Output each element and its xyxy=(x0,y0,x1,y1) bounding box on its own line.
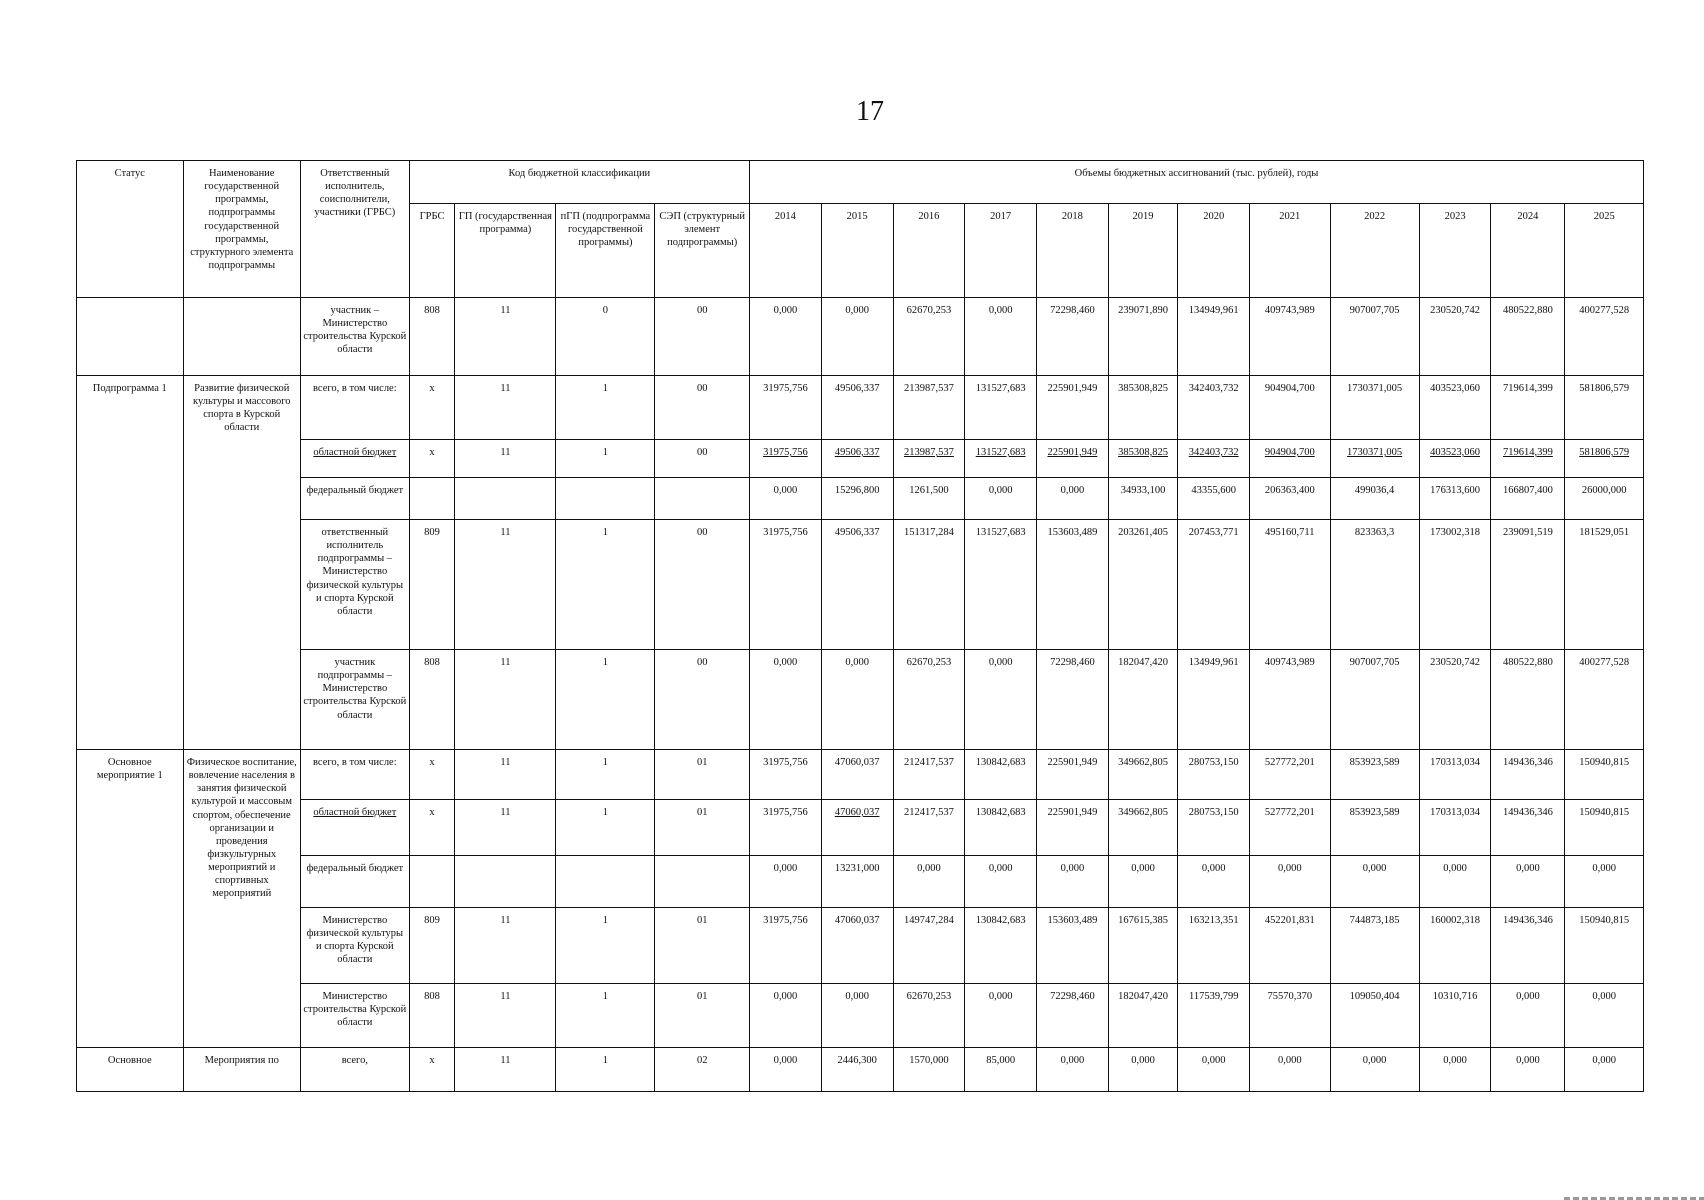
value-cell: 1730371,005 xyxy=(1330,440,1419,478)
sep-cell xyxy=(655,478,750,520)
value-cell: 176313,600 xyxy=(1419,478,1491,520)
value-cell: 49506,337 xyxy=(821,520,893,650)
value-cell: 150940,815 xyxy=(1565,908,1644,984)
value-cell: 160002,318 xyxy=(1419,908,1491,984)
grbs-cell: х xyxy=(409,1048,455,1092)
executor-label: всего, xyxy=(341,1055,368,1066)
value-cell: 744873,185 xyxy=(1330,908,1419,984)
value-cell: 0,000 xyxy=(1037,478,1109,520)
page-number: 17 xyxy=(856,96,884,127)
value-cell: 134949,961 xyxy=(1178,298,1250,376)
value-cell: 239071,890 xyxy=(1108,298,1178,376)
gp-cell: 11 xyxy=(455,520,556,650)
value-cell: 149436,346 xyxy=(1491,750,1565,800)
header-pgp: пГП (подпрограмма государственной программы) xyxy=(556,204,655,298)
table-row xyxy=(77,478,1644,520)
pgp-cell: 1 xyxy=(556,440,655,478)
value-cell: 131527,683 xyxy=(965,520,1037,650)
value-cell: 0,000 xyxy=(893,856,965,908)
value-cell: 0,000 xyxy=(1178,1048,1250,1092)
name-cell xyxy=(183,298,300,376)
value-cell: 0,000 xyxy=(750,650,822,750)
value-cell: 206363,400 xyxy=(1250,478,1330,520)
executor-label: областной бюджет xyxy=(313,807,397,818)
value-cell: 581806,579 xyxy=(1565,376,1644,440)
executor-cell xyxy=(300,908,409,984)
value-cell: 853923,589 xyxy=(1330,750,1419,800)
value-cell: 904904,700 xyxy=(1250,376,1330,440)
executor-cell xyxy=(300,650,409,750)
table-row xyxy=(77,800,1644,856)
header-year: 2015 xyxy=(821,204,893,298)
name-cell: Развитие физической культуры и массового спорта в Курской области xyxy=(183,376,300,750)
value-cell: 0,000 xyxy=(1419,856,1491,908)
value-cell: 2446,300 xyxy=(821,1048,893,1092)
header-year: 2024 xyxy=(1491,204,1565,298)
grbs-cell: 809 xyxy=(409,520,455,650)
executor-label: ответственный исполнитель подпрограммы – Министерство физической культуры и спорта Курской области xyxy=(306,527,404,617)
pgp-cell: 1 xyxy=(556,376,655,440)
executor-label: федеральный бюджет xyxy=(306,485,404,496)
sep-cell: 02 xyxy=(655,1048,750,1092)
value-cell: 280753,150 xyxy=(1178,750,1250,800)
value-cell: 13231,000 xyxy=(821,856,893,908)
value-cell: 31975,756 xyxy=(750,750,822,800)
value-cell: 527772,201 xyxy=(1250,750,1330,800)
value-cell: 225901,949 xyxy=(1037,376,1109,440)
header-year: 2022 xyxy=(1330,204,1419,298)
status-cell: Основное xyxy=(77,1048,184,1092)
value-cell: 153603,489 xyxy=(1037,908,1109,984)
value-cell: 0,000 xyxy=(1037,1048,1109,1092)
value-cell: 403523,060 xyxy=(1419,376,1491,440)
header-sep: СЭП (структурный элемент подпрограммы) xyxy=(655,204,750,298)
header-year: 2016 xyxy=(893,204,965,298)
value-cell: 134949,961 xyxy=(1178,650,1250,750)
header-gp: ГП (государственная программа) xyxy=(455,204,556,298)
value-cell: 130842,683 xyxy=(965,908,1037,984)
value-cell: 280753,150 xyxy=(1178,800,1250,856)
grbs-cell: х xyxy=(409,376,455,440)
value-cell: 109050,404 xyxy=(1330,984,1419,1048)
value-cell: 151317,284 xyxy=(893,520,965,650)
value-cell: 170313,034 xyxy=(1419,800,1491,856)
header-year: 2014 xyxy=(750,204,822,298)
executor-cell xyxy=(300,856,409,908)
header-year: 2021 xyxy=(1250,204,1330,298)
value-cell: 47060,037 xyxy=(821,750,893,800)
header-volumes-group: Объемы бюджетных ассигнований (тыс. рублей), годы xyxy=(750,161,1644,204)
value-cell: 0,000 xyxy=(1250,856,1330,908)
value-cell: 0,000 xyxy=(1330,856,1419,908)
value-cell: 480522,880 xyxy=(1491,650,1565,750)
value-cell: 130842,683 xyxy=(965,800,1037,856)
value-cell: 149747,284 xyxy=(893,908,965,984)
header-year: 2020 xyxy=(1178,204,1250,298)
value-cell: 153603,489 xyxy=(1037,520,1109,650)
value-cell: 853923,589 xyxy=(1330,800,1419,856)
value-cell: 0,000 xyxy=(750,984,822,1048)
value-cell: 0,000 xyxy=(965,984,1037,1048)
gp-cell: 11 xyxy=(455,298,556,376)
value-cell: 1730371,005 xyxy=(1330,376,1419,440)
value-cell: 0,000 xyxy=(1250,1048,1330,1092)
value-cell: 452201,831 xyxy=(1250,908,1330,984)
grbs-cell xyxy=(409,856,455,908)
value-cell: 170313,034 xyxy=(1419,750,1491,800)
sep-cell: 01 xyxy=(655,800,750,856)
executor-cell xyxy=(300,800,409,856)
value-cell: 495160,711 xyxy=(1250,520,1330,650)
value-cell: 0,000 xyxy=(750,1048,822,1092)
value-cell: 0,000 xyxy=(1565,856,1644,908)
value-cell: 182047,420 xyxy=(1108,650,1178,750)
pgp-cell: 1 xyxy=(556,750,655,800)
value-cell: 173002,318 xyxy=(1419,520,1491,650)
value-cell: 150940,815 xyxy=(1565,800,1644,856)
value-cell: 47060,037 xyxy=(821,800,893,856)
value-cell: 31975,756 xyxy=(750,800,822,856)
value-cell: 131527,683 xyxy=(965,376,1037,440)
gp-cell: 11 xyxy=(455,376,556,440)
table-row xyxy=(77,856,1644,908)
sep-cell: 00 xyxy=(655,376,750,440)
sep-cell: 00 xyxy=(655,520,750,650)
table-row xyxy=(77,298,1644,376)
value-cell: 349662,805 xyxy=(1108,800,1178,856)
value-cell: 181529,051 xyxy=(1565,520,1644,650)
value-cell: 149436,346 xyxy=(1491,908,1565,984)
header-year: 2025 xyxy=(1565,204,1644,298)
value-cell: 349662,805 xyxy=(1108,750,1178,800)
executor-label: Министерство физической культуры и спорта Курской области xyxy=(306,915,404,966)
executor-cell xyxy=(300,440,409,478)
value-cell: 31975,756 xyxy=(750,908,822,984)
sep-cell: 01 xyxy=(655,984,750,1048)
executor-cell xyxy=(300,376,409,440)
header-year: 2017 xyxy=(965,204,1037,298)
header-code-group: Код бюджетной классификации xyxy=(409,161,749,204)
value-cell: 403523,060 xyxy=(1419,440,1491,478)
grbs-cell: х xyxy=(409,440,455,478)
value-cell: 43355,600 xyxy=(1178,478,1250,520)
value-cell: 117539,799 xyxy=(1178,984,1250,1048)
pgp-cell: 1 xyxy=(556,1048,655,1092)
pgp-cell: 1 xyxy=(556,984,655,1048)
sep-cell xyxy=(655,856,750,908)
table-row xyxy=(77,1048,1644,1092)
sep-cell: 01 xyxy=(655,750,750,800)
gp-cell: 11 xyxy=(455,800,556,856)
value-cell: 0,000 xyxy=(1330,1048,1419,1092)
gp-cell: 11 xyxy=(455,750,556,800)
table-row xyxy=(77,750,1644,800)
value-cell: 26000,000 xyxy=(1565,478,1644,520)
value-cell: 480522,880 xyxy=(1491,298,1565,376)
executor-cell xyxy=(300,298,409,376)
value-cell: 0,000 xyxy=(1491,984,1565,1048)
table-row xyxy=(77,650,1644,750)
value-cell: 75570,370 xyxy=(1250,984,1330,1048)
grbs-cell: 809 xyxy=(409,908,455,984)
grbs-cell: 808 xyxy=(409,650,455,750)
name-cell: Мероприятия по xyxy=(183,1048,300,1092)
table-row xyxy=(77,908,1644,984)
value-cell: 62670,253 xyxy=(893,984,965,1048)
value-cell: 130842,683 xyxy=(965,750,1037,800)
value-cell: 31975,756 xyxy=(750,376,822,440)
value-cell: 72298,460 xyxy=(1037,298,1109,376)
value-cell: 400277,528 xyxy=(1565,650,1644,750)
value-cell: 342403,732 xyxy=(1178,376,1250,440)
value-cell: 385308,825 xyxy=(1108,376,1178,440)
grbs-cell: х xyxy=(409,750,455,800)
table-row xyxy=(77,520,1644,650)
sep-cell: 01 xyxy=(655,908,750,984)
value-cell: 47060,037 xyxy=(821,908,893,984)
status-cell xyxy=(77,298,184,376)
executor-cell xyxy=(300,750,409,800)
table-body xyxy=(77,298,1644,1092)
value-cell: 0,000 xyxy=(1108,856,1178,908)
value-cell: 225901,949 xyxy=(1037,800,1109,856)
value-cell: 907007,705 xyxy=(1330,650,1419,750)
executor-label: Министерство строительства Курской области xyxy=(303,991,407,1029)
value-cell: 31975,756 xyxy=(750,520,822,650)
value-cell: 0,000 xyxy=(1037,856,1109,908)
value-cell: 72298,460 xyxy=(1037,650,1109,750)
sep-cell: 00 xyxy=(655,298,750,376)
value-cell: 0,000 xyxy=(965,650,1037,750)
value-cell: 1261,500 xyxy=(893,478,965,520)
table-row xyxy=(77,440,1644,478)
value-cell: 72298,460 xyxy=(1037,984,1109,1048)
header-grbs: ГРБС xyxy=(409,204,455,298)
executor-label: федеральный бюджет xyxy=(306,863,404,874)
value-cell: 0,000 xyxy=(821,984,893,1048)
executor-cell xyxy=(300,984,409,1048)
gp-cell: 11 xyxy=(455,440,556,478)
value-cell: 0,000 xyxy=(965,298,1037,376)
value-cell: 230520,742 xyxy=(1419,650,1491,750)
pgp-cell: 1 xyxy=(556,908,655,984)
grbs-cell xyxy=(409,478,455,520)
value-cell: 31975,756 xyxy=(750,440,822,478)
value-cell: 49506,337 xyxy=(821,376,893,440)
executor-label: всего, в том числе: xyxy=(313,383,397,394)
value-cell: 62670,253 xyxy=(893,650,965,750)
value-cell: 34933,100 xyxy=(1108,478,1178,520)
executor-label: всего, в том числе: xyxy=(313,757,397,768)
pgp-cell: 0 xyxy=(556,298,655,376)
gp-cell: 11 xyxy=(455,984,556,1048)
value-cell: 0,000 xyxy=(750,478,822,520)
value-cell: 213987,537 xyxy=(893,440,965,478)
value-cell: 150940,815 xyxy=(1565,750,1644,800)
status-cell: Подпрограмма 1 xyxy=(77,376,184,750)
value-cell: 0,000 xyxy=(750,298,822,376)
value-cell: 0,000 xyxy=(1178,856,1250,908)
value-cell: 907007,705 xyxy=(1330,298,1419,376)
table-row xyxy=(77,984,1644,1048)
executor-cell xyxy=(300,520,409,650)
value-cell: 131527,683 xyxy=(965,440,1037,478)
value-cell: 0,000 xyxy=(965,478,1037,520)
header-name: Наименование государственной программы, подпрограммы государственной программы, структурного элемента подпрограммы xyxy=(183,161,300,298)
sep-cell: 00 xyxy=(655,440,750,478)
value-cell: 149436,346 xyxy=(1491,800,1565,856)
value-cell: 212417,537 xyxy=(893,750,965,800)
value-cell: 823363,3 xyxy=(1330,520,1419,650)
value-cell: 581806,579 xyxy=(1565,440,1644,478)
value-cell: 0,000 xyxy=(1419,1048,1491,1092)
value-cell: 225901,949 xyxy=(1037,750,1109,800)
value-cell: 527772,201 xyxy=(1250,800,1330,856)
value-cell: 0,000 xyxy=(1491,856,1565,908)
value-cell: 203261,405 xyxy=(1108,520,1178,650)
value-cell: 0,000 xyxy=(821,650,893,750)
value-cell: 166807,400 xyxy=(1491,478,1565,520)
executor-label: участник подпрограммы – Министерство строительства Курской области xyxy=(303,657,407,721)
gp-cell: 11 xyxy=(455,1048,556,1092)
value-cell: 230520,742 xyxy=(1419,298,1491,376)
sep-cell: 00 xyxy=(655,650,750,750)
gp-cell: 11 xyxy=(455,650,556,750)
executor-label: областной бюджет xyxy=(313,447,397,458)
value-cell: 719614,399 xyxy=(1491,440,1565,478)
value-cell: 0,000 xyxy=(1491,1048,1565,1092)
executor-cell xyxy=(300,1048,409,1092)
value-cell: 0,000 xyxy=(750,856,822,908)
table-row xyxy=(77,376,1644,440)
header-year: 2019 xyxy=(1108,204,1178,298)
value-cell: 342403,732 xyxy=(1178,440,1250,478)
value-cell: 719614,399 xyxy=(1491,376,1565,440)
header-executor: Ответственный исполнитель, соисполнители, участники (ГРБС) xyxy=(300,161,409,298)
value-cell: 0,000 xyxy=(821,298,893,376)
status-cell: Основное мероприятие 1 xyxy=(77,750,184,1048)
pgp-cell: 1 xyxy=(556,520,655,650)
value-cell: 400277,528 xyxy=(1565,298,1644,376)
grbs-cell: х xyxy=(409,800,455,856)
value-cell: 225901,949 xyxy=(1037,440,1109,478)
value-cell: 0,000 xyxy=(1108,1048,1178,1092)
value-cell: 167615,385 xyxy=(1108,908,1178,984)
value-cell: 409743,989 xyxy=(1250,298,1330,376)
header-status: Статус xyxy=(77,161,184,298)
pgp-cell: 1 xyxy=(556,800,655,856)
executor-cell xyxy=(300,478,409,520)
value-cell: 213987,537 xyxy=(893,376,965,440)
value-cell: 85,000 xyxy=(965,1048,1037,1092)
gp-cell xyxy=(455,856,556,908)
value-cell: 409743,989 xyxy=(1250,650,1330,750)
budget-table xyxy=(76,160,1644,1092)
value-cell: 212417,537 xyxy=(893,800,965,856)
grbs-cell: 808 xyxy=(409,984,455,1048)
executor-label: участник – Министерство строительства Курской области xyxy=(303,305,407,356)
value-cell: 49506,337 xyxy=(821,440,893,478)
gp-cell xyxy=(455,478,556,520)
value-cell: 10310,716 xyxy=(1419,984,1491,1048)
header-year: 2023 xyxy=(1419,204,1491,298)
value-cell: 0,000 xyxy=(1565,984,1644,1048)
value-cell: 0,000 xyxy=(965,856,1037,908)
value-cell: 499036,4 xyxy=(1330,478,1419,520)
value-cell: 239091,519 xyxy=(1491,520,1565,650)
grbs-cell: 808 xyxy=(409,298,455,376)
value-cell: 904904,700 xyxy=(1250,440,1330,478)
value-cell: 62670,253 xyxy=(893,298,965,376)
value-cell: 0,000 xyxy=(1565,1048,1644,1092)
value-cell: 385308,825 xyxy=(1108,440,1178,478)
gp-cell: 11 xyxy=(455,908,556,984)
name-cell: Физическое воспитание, вовлечение населения в занятия физической культурой и массовым спортом, обеспечение организации и проведения физкультурных мероприятий и спортивных мероприятий xyxy=(183,750,300,1048)
value-cell: 207453,771 xyxy=(1178,520,1250,650)
header-year: 2018 xyxy=(1037,204,1109,298)
value-cell: 163213,351 xyxy=(1178,908,1250,984)
pgp-cell xyxy=(556,856,655,908)
value-cell: 182047,420 xyxy=(1108,984,1178,1048)
value-cell: 15296,800 xyxy=(821,478,893,520)
pgp-cell xyxy=(556,478,655,520)
value-cell: 1570,000 xyxy=(893,1048,965,1092)
pgp-cell: 1 xyxy=(556,650,655,750)
